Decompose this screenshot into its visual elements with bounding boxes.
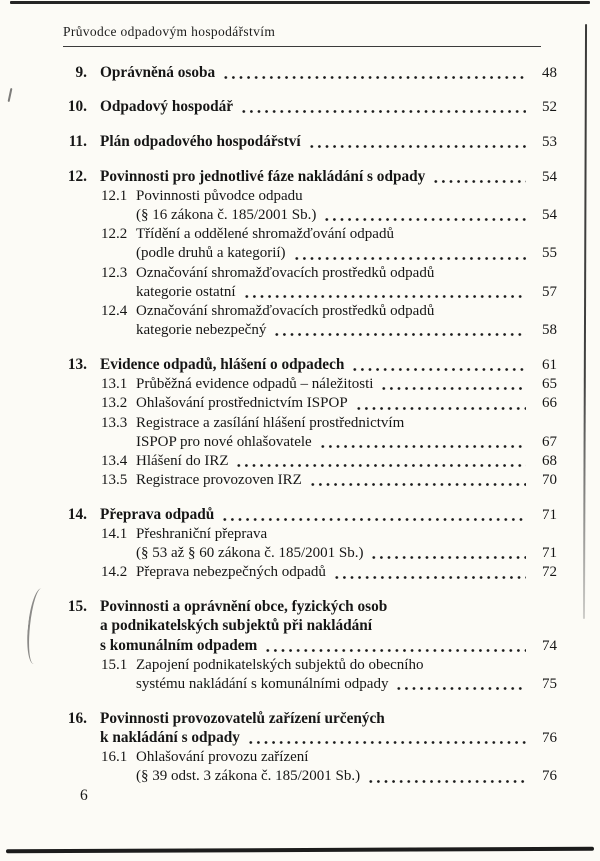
toc-entry-page-number: 54 bbox=[542, 207, 557, 224]
toc-entry-title bbox=[100, 167, 557, 187]
toc-entry-page-number: 53 bbox=[542, 133, 557, 150]
scan-edge-top bbox=[10, 1, 590, 4]
dotted-leader bbox=[293, 256, 526, 261]
toc-entry-page-number: 65 bbox=[542, 376, 557, 393]
toc-entry-title-line: (§ 39 odst. 3 zákona č. 185/2001 Sb.) bbox=[136, 768, 361, 785]
toc-entry-title-line: Registrace a zasílání hlášení prostřednictvím bbox=[136, 414, 405, 431]
toc-entry-title bbox=[100, 97, 557, 117]
toc-entry-number: 13.5 bbox=[101, 472, 128, 489]
toc-entry-last-line bbox=[136, 563, 557, 582]
toc-entry-page-number: 55 bbox=[542, 245, 557, 262]
toc-entry-number: 14.1 bbox=[101, 526, 128, 543]
toc-entry bbox=[63, 132, 557, 152]
toc-entry-title bbox=[136, 187, 557, 225]
toc-entry-number: 13.4 bbox=[101, 452, 128, 469]
toc-entry-last-line bbox=[100, 505, 557, 525]
dotted-leader bbox=[370, 555, 526, 560]
toc-entry-number: 13. bbox=[67, 355, 87, 373]
toc-entry-page-number: 48 bbox=[542, 64, 557, 81]
toc-entry-title bbox=[100, 132, 557, 152]
toc-entry-title-line: s komunálním odpadem bbox=[100, 636, 258, 654]
toc-entry-title-line: Průběžná evidence odpadů – náležitosti bbox=[136, 376, 374, 393]
toc-entry-last-line bbox=[136, 283, 557, 302]
toc-entry-title-line: Přeprava odpadů bbox=[100, 505, 215, 523]
toc-entry bbox=[63, 63, 557, 83]
scan-edge-bottom bbox=[6, 847, 594, 854]
toc-entry-page-number: 66 bbox=[542, 395, 557, 412]
toc-entry bbox=[101, 656, 557, 694]
toc-entry-title bbox=[136, 302, 557, 340]
toc-entry-number: 15.1 bbox=[101, 656, 128, 673]
page-footer bbox=[80, 787, 88, 805]
dotted-leader bbox=[222, 75, 526, 80]
toc-entry-title-line: Označování shromažďovacích prostředků odpadů bbox=[136, 303, 435, 320]
dotted-leader bbox=[367, 779, 526, 784]
toc-entry-title-line: kategorie nebezpečný bbox=[136, 322, 267, 339]
toc-entry-page-number: 70 bbox=[542, 472, 557, 489]
toc-entry-last-line bbox=[136, 394, 557, 413]
toc-entry-title-line: Povinnosti pro jednotlivé fáze nakládání s odpady bbox=[100, 167, 426, 185]
toc-entry-title bbox=[100, 355, 557, 375]
toc-entry bbox=[63, 709, 557, 748]
toc-entry-last-line bbox=[100, 728, 557, 748]
toc-entry-title-line: Oprávněná osoba bbox=[100, 63, 216, 81]
toc-entry bbox=[101, 563, 557, 582]
toc-entry-page-number: 58 bbox=[542, 322, 557, 339]
toc-entry bbox=[101, 525, 557, 563]
dotted-leader bbox=[351, 367, 526, 372]
toc-entry-number: 12.2 bbox=[101, 226, 128, 243]
toc-entry-last-line bbox=[100, 97, 557, 117]
toc-entry-last-line bbox=[136, 433, 557, 452]
toc-entry-title-line: ISPOP pro nové ohlašovatele bbox=[136, 433, 312, 450]
toc-entry-page-number: 75 bbox=[542, 675, 557, 692]
toc-entry bbox=[101, 471, 557, 490]
toc-entry-page-number: 57 bbox=[542, 283, 557, 300]
toc-entry-title-line: a podnikatelských subjektů při nakládání bbox=[100, 617, 373, 635]
toc-entry-title bbox=[136, 656, 557, 694]
toc-entry-page-number: 76 bbox=[542, 768, 557, 785]
dotted-leader bbox=[309, 482, 526, 487]
toc-entry-title-line: Hlášení do IRZ bbox=[136, 452, 229, 469]
toc-entry-title bbox=[136, 414, 557, 452]
toc-entry bbox=[101, 748, 557, 786]
toc-entry-title bbox=[100, 505, 557, 525]
toc-entry-page-number: 71 bbox=[542, 545, 557, 562]
toc-entry-title-line: (podle druhů a kategorií) bbox=[136, 245, 286, 262]
scan-edge-left-curl bbox=[24, 587, 48, 664]
dotted-leader bbox=[355, 406, 526, 411]
toc-entry-title-line: k nakládání s odpady bbox=[100, 728, 240, 746]
dotted-leader bbox=[235, 463, 526, 468]
dotted-leader bbox=[323, 217, 526, 222]
toc-entry-number: 12. bbox=[67, 167, 87, 185]
toc-entry-number: 13.1 bbox=[101, 376, 128, 393]
footer-page-number: 6 bbox=[80, 787, 88, 804]
toc-entry bbox=[101, 302, 557, 340]
toc-entry-title-line: kategorie ostatní bbox=[136, 283, 236, 300]
toc-entry-last-line bbox=[100, 167, 557, 187]
toc-entry-title bbox=[136, 225, 557, 263]
toc-entry-last-line bbox=[136, 767, 557, 786]
toc-entry-page-number: 71 bbox=[542, 506, 557, 523]
toc-entry-number: 16. bbox=[67, 709, 87, 727]
toc-entry-last-line bbox=[136, 375, 557, 394]
toc-entry-number: 12.3 bbox=[101, 264, 128, 281]
toc-entry-page-number: 54 bbox=[542, 168, 557, 185]
toc-entry-page-number: 61 bbox=[542, 356, 557, 373]
toc-entry-title bbox=[136, 394, 557, 413]
toc-entry-title bbox=[136, 471, 557, 490]
toc-entry-last-line bbox=[100, 636, 557, 656]
toc-entry-title bbox=[136, 563, 557, 582]
toc-entry-title bbox=[136, 452, 557, 471]
running-title: Průvodce odpadovým hospodářstvím bbox=[63, 24, 276, 39]
dotted-leader bbox=[264, 648, 526, 653]
header-rule bbox=[63, 46, 541, 47]
toc-entry bbox=[101, 225, 557, 263]
toc-entry-title-line: Přeshraniční přeprava bbox=[136, 526, 268, 543]
toc-entry-number: 12.1 bbox=[101, 187, 128, 204]
toc-entry-last-line bbox=[100, 132, 557, 152]
toc-entry-last-line bbox=[136, 675, 557, 694]
toc-entry bbox=[101, 452, 557, 471]
dotted-leader bbox=[333, 575, 526, 580]
toc-entry bbox=[63, 597, 557, 656]
toc-entry-last-line bbox=[136, 206, 557, 225]
toc-entry-page-number: 68 bbox=[542, 452, 557, 469]
toc-entry-title-line: Ohlašování prostřednictvím ISPOP bbox=[136, 395, 348, 412]
toc-entry-number: 13.2 bbox=[101, 395, 128, 412]
toc-entry-title-line: Odpadový hospodář bbox=[100, 98, 234, 116]
dotted-leader bbox=[247, 740, 526, 745]
toc-entry bbox=[101, 187, 557, 225]
toc-entry-last-line bbox=[136, 471, 557, 490]
toc-entry-title-line: Povinnosti a oprávnění obce, fyzických osob bbox=[100, 598, 388, 616]
dotted-leader bbox=[273, 332, 526, 337]
dotted-leader bbox=[395, 686, 526, 691]
toc-entry-title-line: Povinnosti původce odpadu bbox=[136, 187, 303, 204]
toc-entry-number: 11. bbox=[68, 132, 87, 150]
toc-entry bbox=[101, 414, 557, 452]
toc-entry-title-line: Registrace provozoven IRZ bbox=[136, 472, 302, 489]
dotted-leader bbox=[308, 144, 526, 149]
page-header bbox=[63, 24, 556, 47]
toc-entry bbox=[63, 505, 557, 525]
toc-entry-title-line: Třídění a oddělené shromažďování odpadů bbox=[136, 226, 394, 243]
toc-entry-last-line bbox=[136, 244, 557, 263]
toc-entry bbox=[63, 167, 557, 187]
toc-entry-number: 10. bbox=[67, 98, 87, 116]
scan-edge-left-nick bbox=[8, 88, 13, 102]
dotted-leader bbox=[243, 294, 526, 299]
toc-list bbox=[63, 48, 557, 787]
toc-entry-page-number: 52 bbox=[542, 99, 557, 116]
toc-entry-title-line: Plán odpadového hospodářství bbox=[100, 132, 301, 150]
toc-entry bbox=[63, 355, 557, 375]
toc-entry-title-line: Evidence odpadů, hlášení o odpadech bbox=[100, 355, 345, 373]
toc-entry-number: 16.1 bbox=[101, 749, 128, 766]
dotted-leader bbox=[221, 517, 526, 522]
toc-entry-number: 13.3 bbox=[101, 414, 128, 431]
toc-entry-last-line bbox=[100, 63, 557, 83]
toc-entry-title-line: systému nakládání s komunálními odpady bbox=[136, 675, 389, 692]
toc-entry-title-line: Označování shromažďovacích prostředků odpadů bbox=[136, 264, 435, 281]
dotted-leader bbox=[319, 444, 526, 449]
scan-edge-right bbox=[583, 24, 587, 619]
toc-entry-last-line bbox=[136, 544, 557, 563]
toc-entry-title bbox=[100, 63, 557, 83]
toc-entry-last-line bbox=[136, 321, 557, 340]
toc-entry-title-line: (§ 53 až § 60 zákona č. 185/2001 Sb.) bbox=[136, 545, 364, 562]
toc-entry-number: 14. bbox=[67, 505, 87, 523]
toc-entry-last-line bbox=[136, 452, 557, 471]
toc-entry-number: 15. bbox=[67, 598, 87, 616]
dotted-leader bbox=[240, 109, 526, 114]
toc-entry-title bbox=[136, 748, 557, 786]
toc-entry-page-number: 74 bbox=[542, 637, 557, 654]
dotted-leader bbox=[380, 386, 526, 391]
dotted-leader bbox=[432, 179, 526, 184]
toc-entry-title-line: Zapojení podnikatelských subjektů do obecního bbox=[136, 656, 424, 673]
toc-entry-title-line: (§ 16 zákona č. 185/2001 Sb.) bbox=[136, 207, 317, 224]
toc-entry-title-line: Ohlašování provozu zařízení bbox=[136, 749, 309, 766]
toc-entry-number: 12.4 bbox=[101, 303, 128, 320]
toc-entry-title bbox=[136, 525, 557, 563]
toc-entry-page-number: 76 bbox=[542, 729, 557, 746]
toc-entry-number: 14.2 bbox=[101, 564, 128, 581]
toc-entry-last-line bbox=[100, 355, 557, 375]
toc-entry bbox=[63, 97, 557, 117]
toc-entry-title bbox=[100, 709, 557, 748]
toc-entry-title-line: Přeprava nebezpečných odpadů bbox=[136, 564, 326, 581]
toc-entry bbox=[101, 394, 557, 413]
toc-entry-number: 9. bbox=[75, 63, 87, 81]
toc-entry-page-number: 67 bbox=[542, 433, 557, 450]
toc-entry-title bbox=[136, 375, 557, 394]
toc-entry-page-number: 72 bbox=[542, 564, 557, 581]
toc-entry bbox=[101, 264, 557, 302]
toc-entry-title-line: Povinnosti provozovatelů zařízení určených bbox=[100, 709, 385, 727]
toc-entry bbox=[101, 375, 557, 394]
toc-entry-title bbox=[136, 264, 557, 302]
toc-entry-title bbox=[100, 597, 557, 656]
